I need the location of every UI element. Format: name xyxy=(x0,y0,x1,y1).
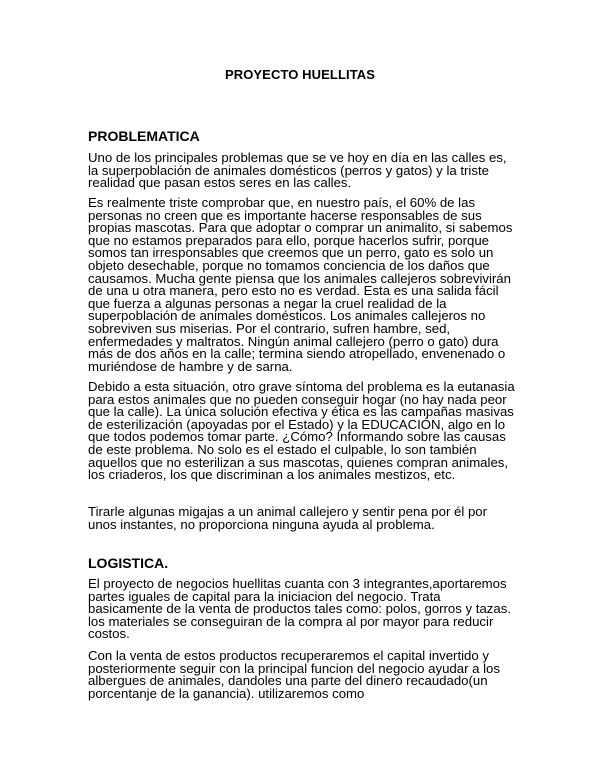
paragraph: Debido a esta situación, otro grave síntoma del problema es la eutanasia para estos animales que no pueden conseguir hogar (no hay nada peor que la calle). La única solución efectiva y ética es las campañas masivas de esterilización (apoyadas por el Estado) y la EDUCACIÓN, algo en lo que todos podemos tomar parte. ¿Cómo? Informando sobre las causas de este problema. No solo es el estado el culpable, lo son también aquellos que no esterilizan a sus mascotas, quienes compran animales, los criaderos, los que discriminan a los animales mestizos, etc. xyxy=(88,379,515,483)
section-heading-problematica: PROBLEMATICA xyxy=(88,128,200,144)
paragraph: El proyecto de negocios huellitas cuanta con 3 integrantes,aportaremos partes iguales de capital para la iniciacion del negocio. Trata basicamente de la venta de productos tales como: polos, gorros y tazas. los materiales se conseguiran de la compra al por mayor para reducir costos. xyxy=(88,576,511,642)
paragraph: Con la venta de estos productos recuperaremos el capital invertido y posteriormente seguir con la principal funcion del negocio ayudar a los albergues de animales, dandoles una parte del dinero recaudado(un porcentanje de la ganancia). utilizaremos como xyxy=(88,648,500,701)
document-title: PROYECTO HUELLITAS xyxy=(224,67,376,82)
paragraph: Es realmente triste comprobar que, en nuestro país, el 60% de las personas no creen que es importante hacerse responsables de sus propias mascotas. Para que adoptar o comprar un animalito, si sabemos que no estamos preparados para ello, porque hacerlos sufrir, porque somos tan irresponsables que creemos que un perro, gato es solo un objeto desechable, porque no tomamos conciencia de los daños que causamos. Mucha gente piensa que los animales callejeros sobrevivirán de una u otra manera, pero esto no es verdad. Esta es una salida fácil que fuerza a algunas personas a negar la cruel realidad de la superpoblación de animales domésticos. Los animales callejeros no sobreviven sus miserias. Por el contrario, sufren hambre, sed, enfermedades y maltratos. Ningún animal callejero (perro o gato) dura más de dos años en la calle; termina siendo atropellado, envenenado o muriéndose de hambre y de sarna. xyxy=(88,195,513,374)
paragraph: Uno de los principales problemas que se ve hoy en día en las calles es, la superpoblación de animales domésticos (perros y gatos) y la triste realidad que pasan estos seres en las calles. xyxy=(88,150,507,191)
section-heading-logistica: LOGISTICA. xyxy=(88,555,169,571)
paragraph: Tirarle algunas migajas a un animal callejero y sentir pena por él por unos instantes, no proporciona ninguna ayuda al problema. xyxy=(88,504,488,532)
